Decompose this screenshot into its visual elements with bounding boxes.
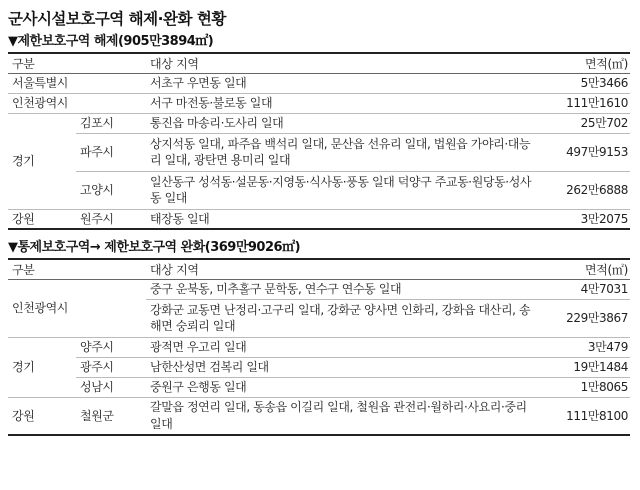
size-cell: 19만1484 [540, 357, 630, 377]
area-cell: 중원구 은행동 일대 [146, 377, 540, 397]
table-row [8, 337, 630, 357]
region-cell: 경기 [8, 337, 76, 397]
size-cell: 262만6888 [540, 171, 630, 209]
table-row [8, 357, 630, 377]
subregion-cell: 양주시 [76, 337, 146, 357]
area-cell: 강화군 교동면 난정리·고구리 일대, 강화군 양사면 인화리, 강화읍 대산리, 송해면 숭뢰리 일대 [146, 299, 540, 337]
area-cell: 갈말읍 정연리 일대, 동송읍 이길리 일대, 철원읍 관전리·월하리·사요리·중리 일대 [146, 397, 540, 435]
table-row [8, 397, 630, 435]
table-row [8, 171, 630, 209]
size-cell: 4만7031 [540, 279, 630, 299]
region-cell: 강원 [8, 397, 76, 435]
size-cell: 25만702 [540, 113, 630, 133]
table-row [8, 377, 630, 397]
section2-heading: ▼통제보호구역→ 제한보호구역 완화(369만9026㎡) [8, 240, 301, 255]
table-row [8, 279, 630, 299]
size-cell: 3만479 [540, 337, 630, 357]
region-cell: 경기 [8, 113, 76, 209]
region-cell: 인천광역시 [8, 93, 146, 113]
region-cell: 서울특별시 [8, 73, 146, 93]
table-row [8, 93, 630, 113]
area-cell: 상지석동 일대, 파주읍 백석리 일대, 문산읍 선유리 일대, 법원읍 가야리·대능리 일대, 광탄면 용미리 일대 [146, 133, 540, 171]
section1-heading: ▼제한보호구역 해제(905만3894㎡) [8, 34, 214, 49]
header-area: 대상 지역 [146, 259, 540, 279]
header-area: 대상 지역 [146, 53, 540, 73]
subregion-cell: 파주시 [76, 133, 146, 171]
table-header-row [8, 53, 630, 73]
area-cell: 중구 운북동, 미추홀구 문학동, 연수구 연수동 일대 [146, 279, 540, 299]
region-cell: 강원 [8, 209, 76, 229]
area-cell: 일산동구 성석동·설문동·지영동·식사동·풍동 일대 덕양구 주교동·원당동·성사동 일대 [146, 171, 540, 209]
size-cell: 111만8100 [540, 397, 630, 435]
size-cell: 3만2075 [540, 209, 630, 229]
header-size: 면적(㎡) [540, 259, 630, 279]
size-cell: 229만3867 [540, 299, 630, 337]
area-cell: 서초구 우면동 일대 [146, 73, 540, 93]
region-cell: 인천광역시 [8, 279, 146, 337]
size-cell: 1만8065 [540, 377, 630, 397]
size-cell: 111만1610 [540, 93, 630, 113]
subregion-cell: 성남시 [76, 377, 146, 397]
area-cell: 통진읍 마송리·도사리 일대 [146, 113, 540, 133]
section2-table [8, 258, 630, 436]
header-size: 면적(㎡) [540, 53, 630, 73]
subregion-cell: 원주시 [76, 209, 146, 229]
page-title: 군사시설보호구역 해제·완화 현황 [8, 10, 226, 28]
table-row [8, 209, 630, 229]
size-cell: 5만3466 [540, 73, 630, 93]
table-row [8, 133, 630, 171]
section1-table [8, 52, 630, 230]
area-cell: 광적면 우고리 일대 [146, 337, 540, 357]
table-row [8, 113, 630, 133]
area-cell: 남한산성면 검복리 일대 [146, 357, 540, 377]
area-cell: 태장동 일대 [146, 209, 540, 229]
header-region: 구분 [8, 259, 146, 279]
table-header-row [8, 259, 630, 279]
area-cell: 서구 마전동·불로동 일대 [146, 93, 540, 113]
header-region: 구분 [8, 53, 146, 73]
subregion-cell: 광주시 [76, 357, 146, 377]
table-row [8, 73, 630, 93]
subregion-cell: 고양시 [76, 171, 146, 209]
subregion-cell: 김포시 [76, 113, 146, 133]
size-cell: 497만9153 [540, 133, 630, 171]
subregion-cell: 철원군 [76, 397, 146, 435]
